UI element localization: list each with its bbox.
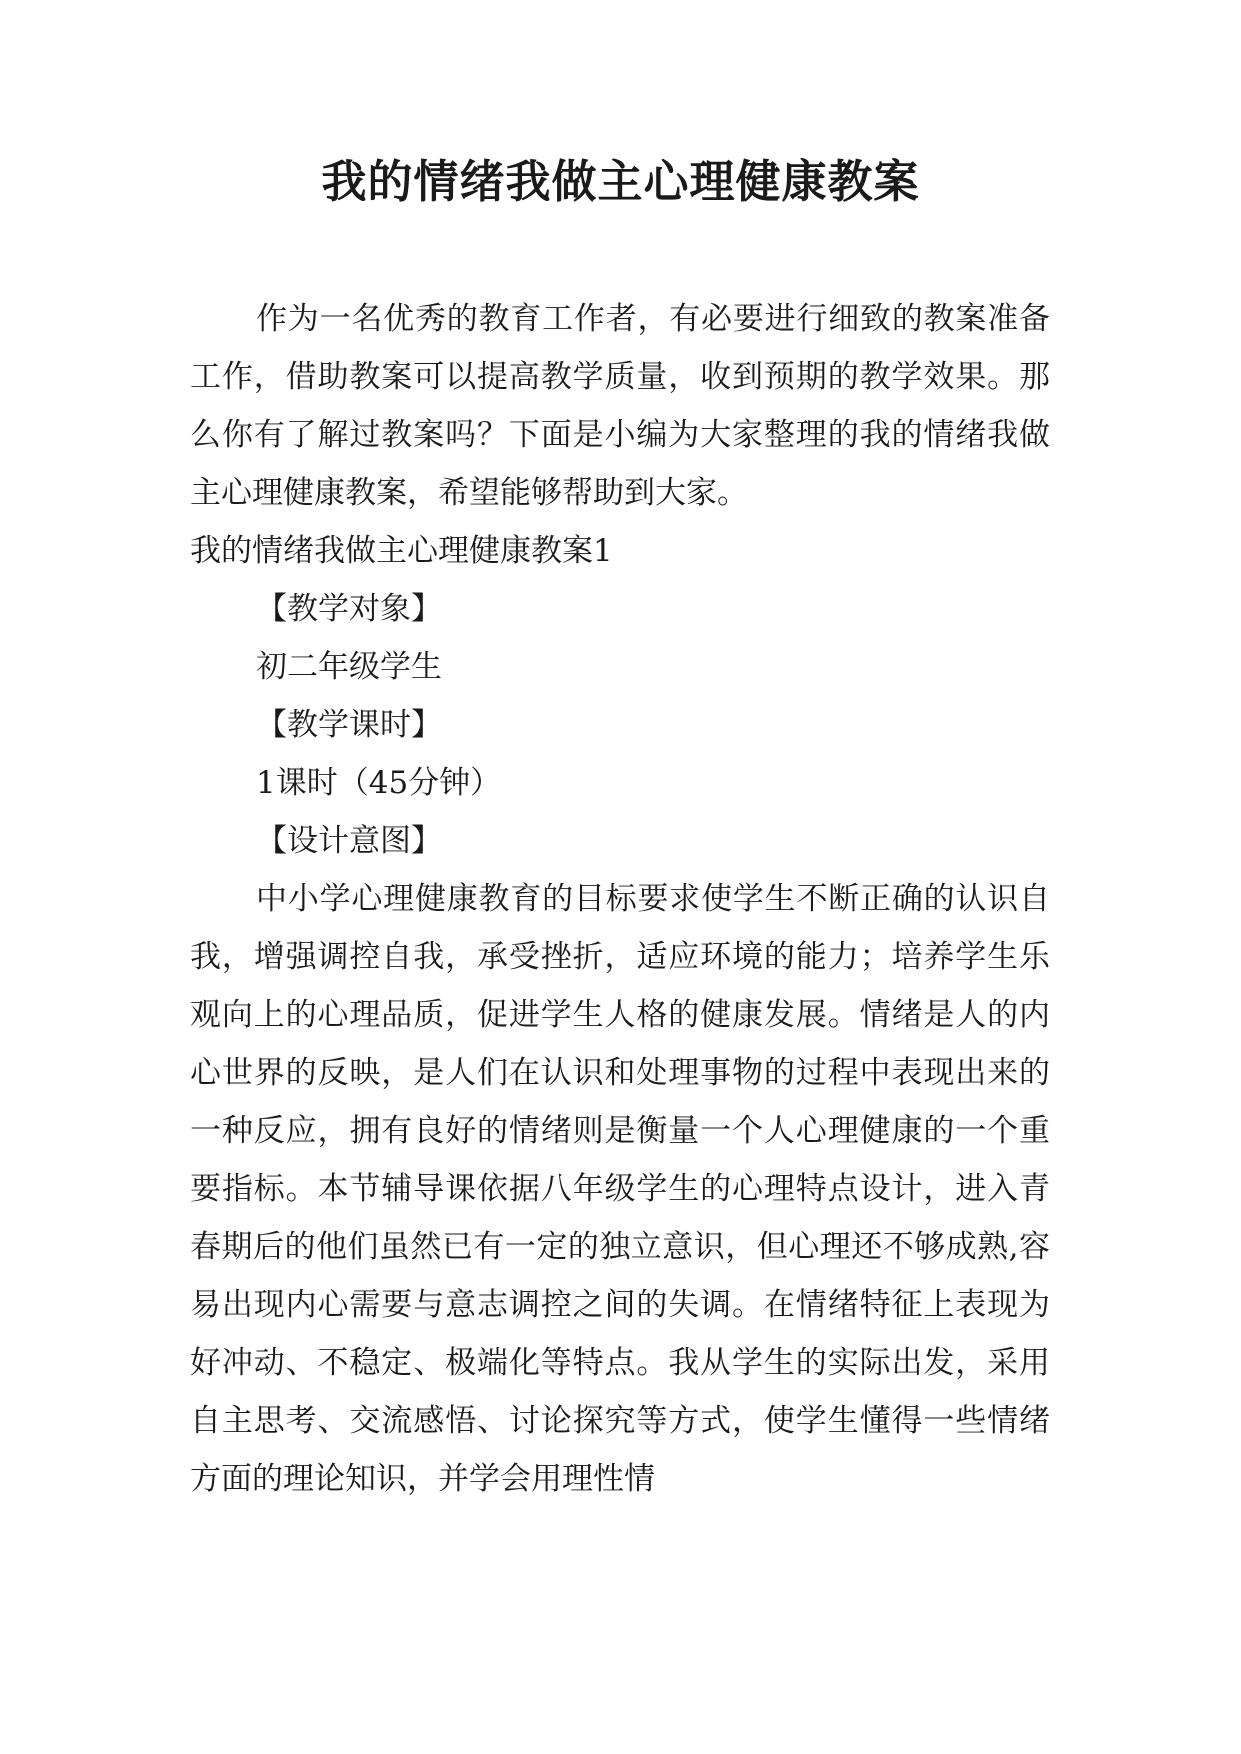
heading-teaching-hours: 【教学课时】 [256,707,442,743]
intro-paragraph: 作为一名优秀的教育工作者，有必要进行细致的教案准备工作，借助教案可以提高教学质量，收到预期的教学效果。那么你有了解过教案吗？下面是小编为大家整理的我的情绪我做主心理健康教案，希望能够帮助到大家。 [190,301,1050,511]
design-intent-paragraph: 中小学心理健康教育的目标要求使学生不断正确的认识自我，增强调控自我，承受挫折，适应环境的能力；培养学生乐观向上的心理品质，促进学生人格的健康发展。情绪是人的内心世界的反映，是人们在认识和处理事物的过程中表现出来的一种反应，拥有良好的情绪则是衡量一个人心理健康的一个重要指标。本节辅导课依据八年级学生的心理特点设计，进入青春期后的他们虽然已有一定的独立意识，但心理还不够成熟,容易出现内心需要与意志调控之间的失调。在情绪特征上表现为好冲动、不稳定、极端化等特点。我从学生的实际出发，采用自主思考、交流感悟、讨论探究等方式，使学生懂得一些情绪方面的理论知识，并学会用理性情 [190,881,1050,1497]
heading-teaching-target: 【教学对象】 [256,591,442,627]
teaching-target-value: 初二年级学生 [256,649,442,685]
document-body [190,290,1050,1508]
document-title: 我的情绪我做主心理健康教案 [321,155,920,208]
heading-design-intent: 【设计意图】 [256,823,442,859]
section-title: 我的情绪我做主心理健康教案1 [190,533,613,569]
teaching-hours-value: 1课时（45分钟） [256,765,502,801]
